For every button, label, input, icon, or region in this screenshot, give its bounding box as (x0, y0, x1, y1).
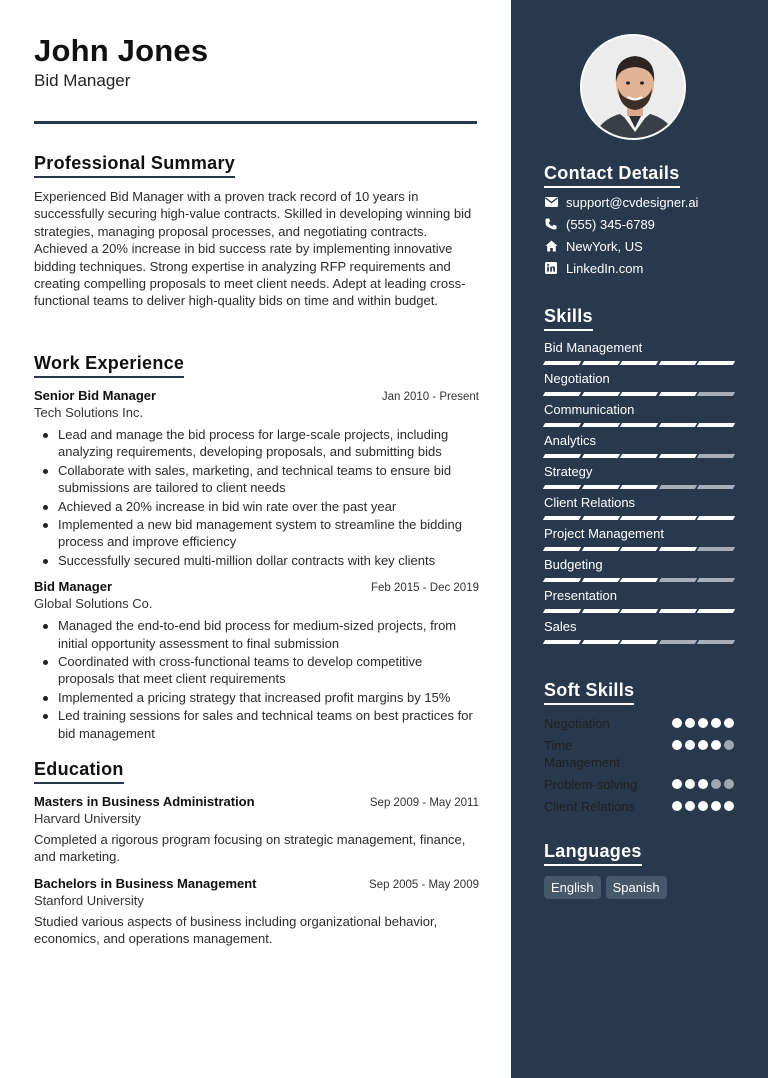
contact-linkedin-text: LinkedIn.com (566, 260, 644, 276)
job-entry (34, 579, 479, 742)
job-bullet: Implemented a new bid management system to streamline the bidding process and improve efficiency (34, 516, 479, 551)
skill-name: Negotiation (544, 371, 610, 386)
soft-skill-rating (672, 737, 734, 750)
skill-level-bar (544, 392, 734, 397)
skill-item (544, 464, 734, 490)
skill-level-bar (544, 454, 734, 459)
contact-phone-text: (555) 345-6789 (566, 216, 655, 232)
rating-dot-filled (672, 718, 682, 728)
skills-section (544, 306, 734, 645)
rating-dot-filled (685, 718, 695, 728)
rating-dot-filled (711, 801, 721, 811)
rating-dot-filled (685, 740, 695, 750)
section-title-summary: Professional Summary (34, 153, 235, 178)
skill-segment-filled (659, 609, 697, 613)
job-bullet: Achieved a 20% increase in bid win rate over the past year (34, 498, 479, 515)
skill-segment-filled (659, 392, 697, 396)
skill-level-bar (544, 516, 734, 521)
skill-segment-filled (697, 361, 735, 365)
degree-title: Bachelors in Business Management (34, 875, 257, 891)
skill-segment-filled (543, 578, 581, 582)
skill-name: Presentation (544, 588, 617, 603)
soft-skill-name: Time Management (544, 738, 620, 770)
rating-dot-filled (685, 779, 695, 789)
skill-level-bar (544, 578, 734, 583)
education-entry (34, 794, 479, 866)
rating-dot-filled (698, 801, 708, 811)
skill-level-bar (544, 485, 734, 490)
language-tag: Spanish (606, 876, 667, 899)
skill-segment-filled (543, 547, 581, 551)
soft-skill-item (544, 715, 734, 732)
school-name: Stanford University (34, 892, 144, 908)
contact-linkedin[interactable] (544, 260, 734, 276)
section-title-contact: Contact Details (544, 163, 680, 188)
skill-item (544, 495, 734, 521)
skill-segment-filled (543, 361, 581, 365)
rating-dot-empty (724, 740, 734, 750)
skill-segment-empty (659, 485, 697, 489)
skill-segment-filled (620, 547, 658, 551)
job-bullet: Led training sessions for sales and technical teams on best practices for bid management (34, 707, 479, 742)
skill-level-bar (544, 361, 734, 366)
soft-skills-list (544, 715, 734, 815)
skill-name: Bid Management (544, 340, 643, 355)
skill-segment-filled (659, 454, 697, 458)
soft-skill-rating (672, 776, 734, 789)
skill-level-bar (544, 547, 734, 552)
skill-segment-empty (697, 392, 735, 396)
work-experience-section (34, 353, 479, 743)
job-date: Jan 2010 - Present (381, 391, 479, 403)
job-title: Bid Manager (34, 579, 113, 595)
rating-dot-filled (698, 779, 708, 789)
envelope-icon (544, 195, 558, 209)
skill-segment-filled (620, 609, 658, 613)
skill-segment-filled (581, 516, 619, 520)
job-bullet: Successfully secured multi-million dollar contracts with key clients (34, 552, 479, 569)
skill-segment-filled (620, 423, 658, 427)
rating-dot-filled (672, 740, 682, 750)
skill-segment-filled (581, 423, 619, 427)
skill-segment-filled (620, 640, 658, 644)
job-title: Senior Bid Manager (34, 388, 157, 403)
skills-list (544, 340, 734, 645)
job-bullet: Managed the end-to-end bid process for medium-sized projects, from initial opportunity assessment to final submission (34, 617, 479, 652)
skill-segment-filled (543, 485, 581, 489)
soft-skills-section (544, 680, 734, 815)
skill-segment-filled (543, 640, 581, 644)
skill-item (544, 619, 734, 645)
skill-segment-filled (659, 547, 697, 551)
soft-skill-name: Client Relations (544, 799, 636, 814)
rating-dot-filled (724, 718, 734, 728)
language-tag: English (544, 876, 601, 899)
skill-segment-empty (659, 578, 697, 582)
skill-segment-filled (659, 516, 697, 520)
rating-dot-empty (724, 779, 734, 789)
degree-title: Masters in Business Administration (34, 794, 255, 809)
skill-segment-filled (543, 423, 581, 427)
soft-skill-rating (672, 715, 734, 728)
profile-photo (580, 34, 686, 140)
skill-name: Project Management (544, 526, 664, 541)
soft-skill-rating (672, 798, 734, 811)
job-bullet: Collaborate with sales, marketing, and technical teams to ensure bid submissions are tailored to client needs (34, 462, 479, 497)
contact-email-text: support@cvdesigner.ai (566, 194, 699, 210)
rating-dot-filled (698, 718, 708, 728)
job-entry (34, 388, 479, 569)
job-bullets (34, 426, 479, 569)
linkedin-icon (544, 261, 558, 275)
education-section (34, 759, 479, 948)
soft-skill-name: Negotiation (544, 716, 610, 731)
skill-item (544, 340, 734, 366)
summary-text: Experienced Bid Manager with a proven track record of 10 years in successfully securing high-value contracts. Skilled in developing winning bid strategies, managing proposal processes, and negotiating contracts. Achieved a 20% increase in bid success rate by implementing innovative bidding techniques. Strong expertise in analyzing RFP requirements and creating compelling proposals to meet client needs. Adept at leading cross-functional teams to deliver high-quality bids on time and within budget. (34, 189, 472, 309)
avatar-illustration (582, 36, 686, 140)
languages-section (544, 841, 734, 899)
rating-dot-filled (711, 740, 721, 750)
skill-level-bar (544, 609, 734, 614)
skill-segment-filled (620, 361, 658, 365)
skill-segment-filled (581, 578, 619, 582)
home-icon (544, 239, 558, 253)
skill-segment-filled (543, 392, 581, 396)
skill-segment-filled (620, 454, 658, 458)
skill-level-bar (544, 423, 734, 428)
section-title-work: Work Experience (34, 353, 184, 378)
skill-name: Client Relations (544, 495, 636, 510)
skill-name: Strategy (544, 464, 593, 479)
contact-phone[interactable] (544, 216, 734, 232)
degree-date: Sep 2005 - May 2009 (369, 878, 479, 891)
skill-segment-filled (697, 609, 735, 613)
skill-segment-filled (581, 547, 619, 551)
skill-segment-filled (620, 516, 658, 520)
skill-segment-empty (697, 640, 735, 644)
soft-skill-item (544, 798, 734, 815)
soft-skill-item (544, 737, 734, 771)
rating-dot-filled (711, 718, 721, 728)
rating-dot-filled (672, 801, 682, 811)
job-bullets (34, 617, 479, 742)
professional-summary-section (34, 153, 479, 310)
job-company: Global Solutions Co. (34, 596, 153, 612)
candidate-role: Bid Manager (34, 71, 131, 90)
rating-dot-empty (711, 779, 721, 789)
skill-segment-filled (581, 361, 619, 365)
job-bullet: Coordinated with cross-functional teams to develop competitive proposals that meet client requirements (34, 653, 479, 688)
languages-list (544, 876, 734, 899)
skill-segment-empty (697, 485, 735, 489)
section-title-education: Education (34, 759, 124, 784)
skill-item (544, 371, 734, 397)
job-company: Tech Solutions Inc. (34, 405, 144, 420)
soft-skill-name: Problem-solving (544, 777, 638, 792)
skill-item (544, 588, 734, 614)
section-title-soft-skills: Soft Skills (544, 680, 634, 705)
skill-segment-filled (620, 485, 658, 489)
skill-item (544, 402, 734, 428)
skill-segment-filled (581, 640, 619, 644)
skill-item (544, 557, 734, 583)
rating-dot-filled (724, 801, 734, 811)
skill-level-bar (544, 640, 734, 645)
skill-segment-filled (620, 392, 658, 396)
skill-segment-filled (697, 423, 735, 427)
section-title-languages: Languages (544, 841, 642, 866)
school-name: Harvard University (34, 811, 141, 826)
skill-segment-empty (697, 454, 735, 458)
contact-details-section (544, 163, 734, 276)
skill-segment-filled (543, 516, 581, 520)
skill-segment-filled (581, 485, 619, 489)
job-bullet: Lead and manage the bid process for large-scale projects, including analyzing requirements, developing proposals, and submitting bids (34, 426, 479, 461)
skill-segment-filled (581, 609, 619, 613)
degree-date: Sep 2009 - May 2011 (369, 797, 479, 809)
skill-item (544, 526, 734, 552)
contact-location-text: NewYork, US (566, 238, 643, 254)
skill-segment-filled (659, 361, 697, 365)
skill-name: Sales (544, 619, 577, 634)
skill-segment-filled (697, 516, 735, 520)
skill-segment-empty (697, 578, 735, 582)
skill-segment-filled (581, 454, 619, 458)
contact-location (544, 238, 734, 254)
soft-skill-item (544, 776, 734, 793)
skill-segment-filled (543, 454, 581, 458)
skill-segment-empty (697, 547, 735, 551)
skill-name: Communication (544, 402, 635, 417)
education-entry (34, 876, 479, 948)
job-date: Feb 2015 - Dec 2019 (370, 582, 479, 595)
phone-icon (544, 217, 558, 231)
rating-dot-filled (685, 801, 695, 811)
skill-segment-filled (659, 423, 697, 427)
job-bullet: Implemented a pricing strategy that increased profit margins by 15% (34, 689, 479, 706)
education-description: Completed a rigorous program focusing on strategic management, finance, and marketing. (34, 832, 466, 865)
education-description: Studied various aspects of business including organizational behavior, economics, and operations management. (34, 913, 438, 947)
skill-segment-filled (543, 609, 581, 613)
rating-dot-filled (672, 779, 682, 789)
header-divider (34, 121, 477, 124)
skill-item (544, 433, 734, 459)
section-title-skills: Skills (544, 306, 593, 331)
skill-segment-filled (581, 392, 619, 396)
skill-name: Analytics (544, 433, 597, 448)
skill-segment-empty (659, 640, 697, 644)
candidate-name: John Jones (34, 33, 209, 68)
skill-name: Budgeting (544, 557, 603, 572)
skill-segment-filled (620, 578, 658, 582)
rating-dot-filled (698, 740, 708, 750)
contact-email[interactable] (544, 194, 734, 210)
